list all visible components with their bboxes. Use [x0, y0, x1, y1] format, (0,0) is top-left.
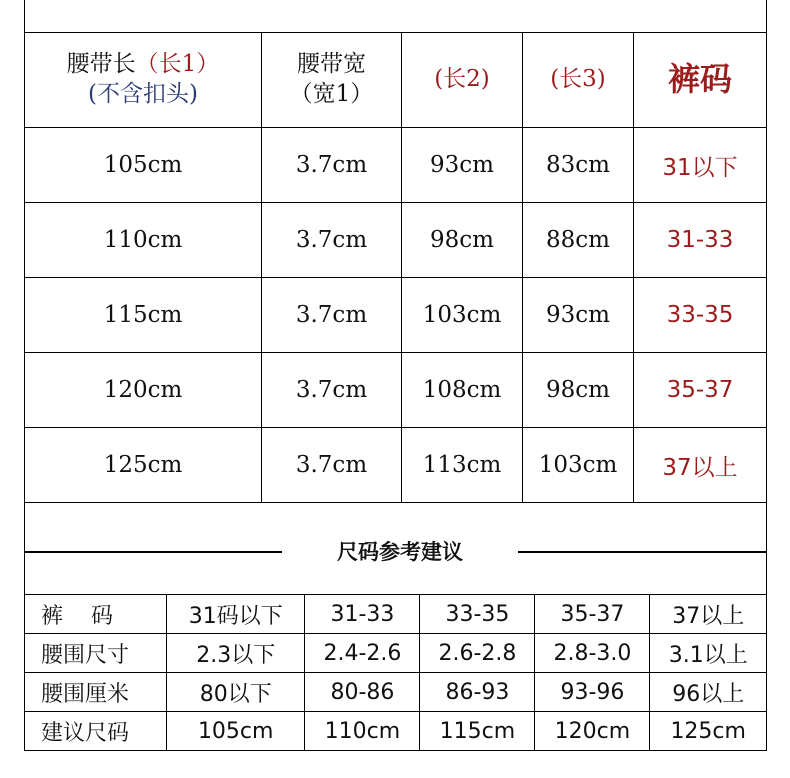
reference-title: 尺码参考建议	[337, 540, 463, 564]
cell-value: 33-35	[420, 595, 535, 634]
belt-size-table	[24, 32, 767, 503]
cell-len3: 103cm	[523, 428, 634, 503]
cell-len3: 98cm	[523, 353, 634, 428]
row-label: 腰围厘米	[25, 673, 167, 712]
header-length	[25, 33, 262, 128]
header-width-paren: （宽1）	[289, 81, 374, 107]
cell-len2: 103cm	[402, 278, 523, 353]
cell-value: 115cm	[420, 712, 535, 751]
header-length-main: 腰带长	[66, 51, 136, 78]
cell-len3: 93cm	[523, 278, 634, 353]
header-length-note: (不含扣头)	[88, 81, 198, 107]
cell-value: 31-33	[305, 595, 420, 634]
cell-len3: 88cm	[523, 203, 634, 278]
reference-row	[25, 634, 767, 673]
cell-value: 2.4-2.6	[305, 634, 420, 673]
cell-value: 80以下	[167, 673, 305, 712]
cell-width: 3.7cm	[262, 128, 402, 203]
cell-value: 110cm	[305, 712, 420, 751]
row-label: 建议尺码	[25, 712, 167, 751]
cell-width: 3.7cm	[262, 428, 402, 503]
cell-len2: 108cm	[402, 353, 523, 428]
cell-length: 105cm	[25, 128, 262, 203]
header-width	[262, 33, 402, 128]
cell-value: 2.6-2.8	[420, 634, 535, 673]
header-length-paren: （长1）	[135, 51, 220, 78]
row-label: 腰围尺寸	[25, 634, 167, 673]
table-row	[25, 128, 767, 203]
cell-width: 3.7cm	[262, 353, 402, 428]
cell-len2: 113cm	[402, 428, 523, 503]
cell-value: 93-96	[535, 673, 650, 712]
cell-value: 3.1以上	[650, 634, 767, 673]
cell-value: 96以上	[650, 673, 767, 712]
cell-size: 31以下	[634, 128, 767, 203]
table-row	[25, 203, 767, 278]
cell-length: 110cm	[25, 203, 262, 278]
cell-len2: 98cm	[402, 203, 523, 278]
reference-divider-left	[24, 551, 282, 553]
cell-value: 120cm	[535, 712, 650, 751]
cell-len2: 93cm	[402, 128, 523, 203]
table-row	[25, 428, 767, 503]
cell-width: 3.7cm	[262, 278, 402, 353]
table-row	[25, 353, 767, 428]
cell-value: 86-93	[420, 673, 535, 712]
cell-value: 105cm	[167, 712, 305, 751]
row-label: 裤 码	[25, 595, 167, 634]
cell-size: 37以上	[634, 428, 767, 503]
cell-length: 120cm	[25, 353, 262, 428]
header-row	[25, 33, 767, 128]
cell-length: 115cm	[25, 278, 262, 353]
cell-length: 125cm	[25, 428, 262, 503]
cell-width: 3.7cm	[262, 203, 402, 278]
cell-value: 125cm	[650, 712, 767, 751]
header-len2: (长2)	[402, 33, 523, 128]
cell-value: 37以上	[650, 595, 767, 634]
cell-value: 2.8-3.0	[535, 634, 650, 673]
cell-value: 2.3以下	[167, 634, 305, 673]
header-len3: (长3)	[523, 33, 634, 128]
cell-value: 35-37	[535, 595, 650, 634]
cell-value: 31码以下	[167, 595, 305, 634]
size-reference-table	[24, 594, 767, 751]
reference-divider-right	[518, 551, 767, 553]
header-pants-size: 裤码	[634, 33, 767, 128]
cell-size: 35-37	[634, 353, 767, 428]
reference-row	[25, 595, 767, 634]
reference-row	[25, 673, 767, 712]
table-row	[25, 278, 767, 353]
cell-size: 33-35	[634, 278, 767, 353]
cell-len3: 83cm	[523, 128, 634, 203]
reference-row	[25, 712, 767, 751]
cell-value: 80-86	[305, 673, 420, 712]
header-width-main: 腰带宽	[297, 51, 366, 78]
cell-size: 31-33	[634, 203, 767, 278]
